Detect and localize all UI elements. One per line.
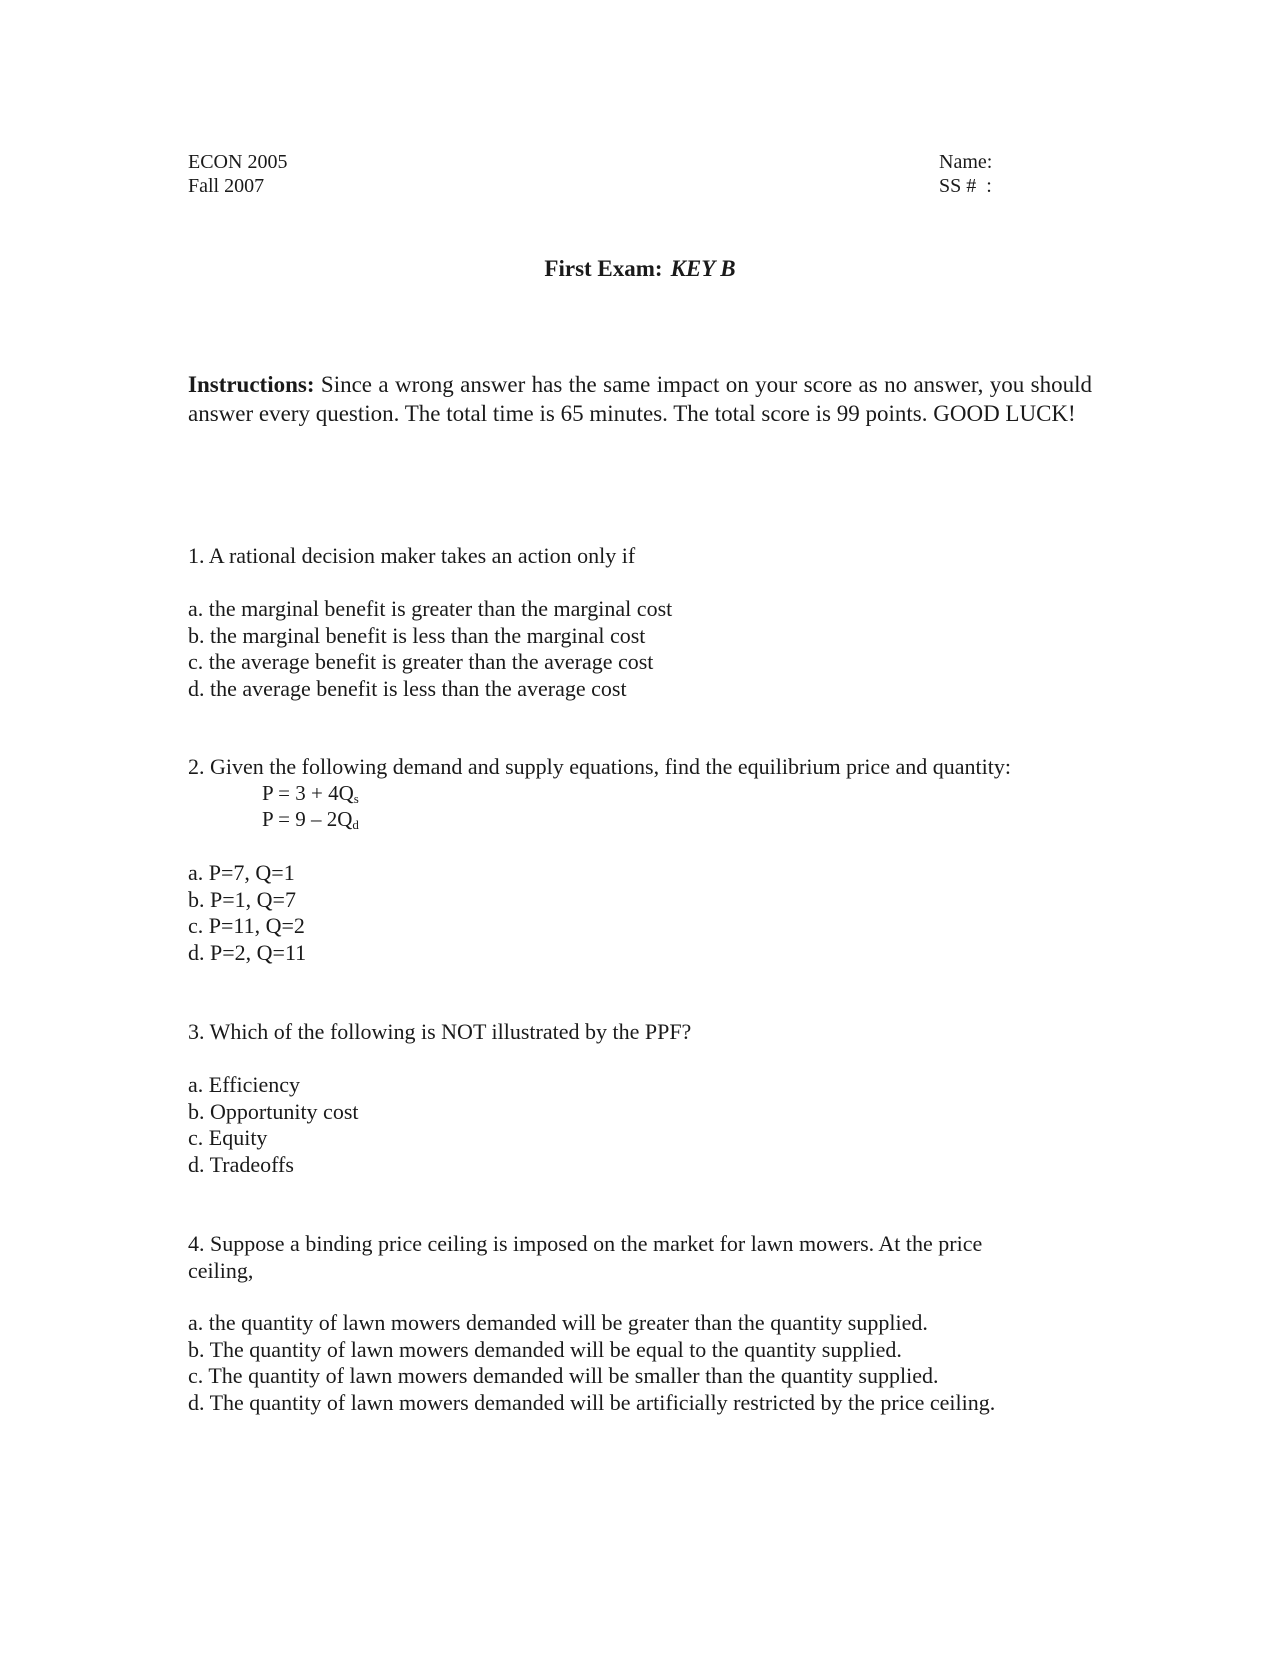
- exam-title-main: First Exam:: [544, 256, 663, 281]
- demand-equation: [262, 806, 359, 838]
- instructions: [188, 370, 1092, 428]
- option-4c: c. The quantity of lawn mowers demanded will be smaller than the quantity supplied.: [188, 1363, 939, 1388]
- course-code: ECON 2005: [188, 151, 288, 173]
- demand-subscript: d: [352, 817, 359, 832]
- option-3d: d. Tradeoffs: [188, 1151, 294, 1177]
- supply-equation-text: P = 3 + 4Q: [262, 781, 354, 805]
- question-4: [188, 1231, 982, 1284]
- question-3-options: [188, 1072, 359, 1178]
- option-4a: a. the quantity of lawn mowers demanded will be greater than the quantity supplied.: [188, 1310, 928, 1335]
- supply-subscript: s: [353, 791, 359, 806]
- question-4-stem-line1: 4. Suppose a binding price ceiling is imposed on the market for lawn mowers. At the price: [188, 1231, 983, 1256]
- exam-title: [0, 256, 1280, 282]
- option-4b: b. The quantity of lawn mowers demanded will be equal to the quantity supplied.: [188, 1336, 902, 1362]
- option-1a: a. the marginal benefit is greater than the marginal cost: [188, 596, 673, 621]
- question-2-stem: 2. Given the following demand and supply equations, find the equilibrium price and quantity:: [188, 754, 1012, 779]
- question-1: [188, 543, 635, 570]
- option-3b: b. Opportunity cost: [188, 1098, 359, 1124]
- question-4-options: [188, 1310, 995, 1416]
- option-3c: c. Equity: [188, 1125, 268, 1150]
- option-2a: a. P=7, Q=1: [188, 860, 295, 885]
- option-2d: d. P=2, Q=11: [188, 939, 307, 965]
- option-1b: b. the marginal benefit is less than the marginal cost: [188, 622, 646, 648]
- instructions-lead: Instructions:: [188, 372, 315, 397]
- question-2: [188, 754, 1011, 781]
- option-2b: b. P=1, Q=7: [188, 886, 296, 912]
- demand-equation-text: P = 9 – 2Q: [262, 807, 353, 831]
- instructions-text: Since a wrong answer has the same impact on your score as no answer, you should answer every question. The total time is 65 minutes. The total score is 99 points. GOOD LUCK!: [188, 372, 1093, 426]
- question-4-stem-line2: ceiling,: [188, 1257, 254, 1283]
- question-3-stem: 3. Which of the following is NOT illustrated by the PPF?: [188, 1019, 692, 1044]
- term: Fall 2007: [188, 175, 265, 197]
- ss-label: SS # :: [939, 175, 992, 197]
- question-1-options: [188, 596, 672, 702]
- name-label: Name:: [939, 151, 993, 173]
- question-2-options: [188, 860, 306, 966]
- option-3a: a. Efficiency: [188, 1072, 300, 1097]
- option-1d: d. the average benefit is less than the average cost: [188, 675, 627, 701]
- question-3: [188, 1019, 691, 1046]
- exam-title-key: KEY B: [670, 256, 736, 281]
- option-1c: c. the average benefit is greater than the average cost: [188, 649, 654, 674]
- question-1-stem: 1. A rational decision maker takes an action only if: [188, 543, 636, 568]
- option-2c: c. P=11, Q=2: [188, 913, 305, 938]
- option-4d: d. The quantity of lawn mowers demanded will be artificially restricted by the price ceiling.: [188, 1389, 996, 1415]
